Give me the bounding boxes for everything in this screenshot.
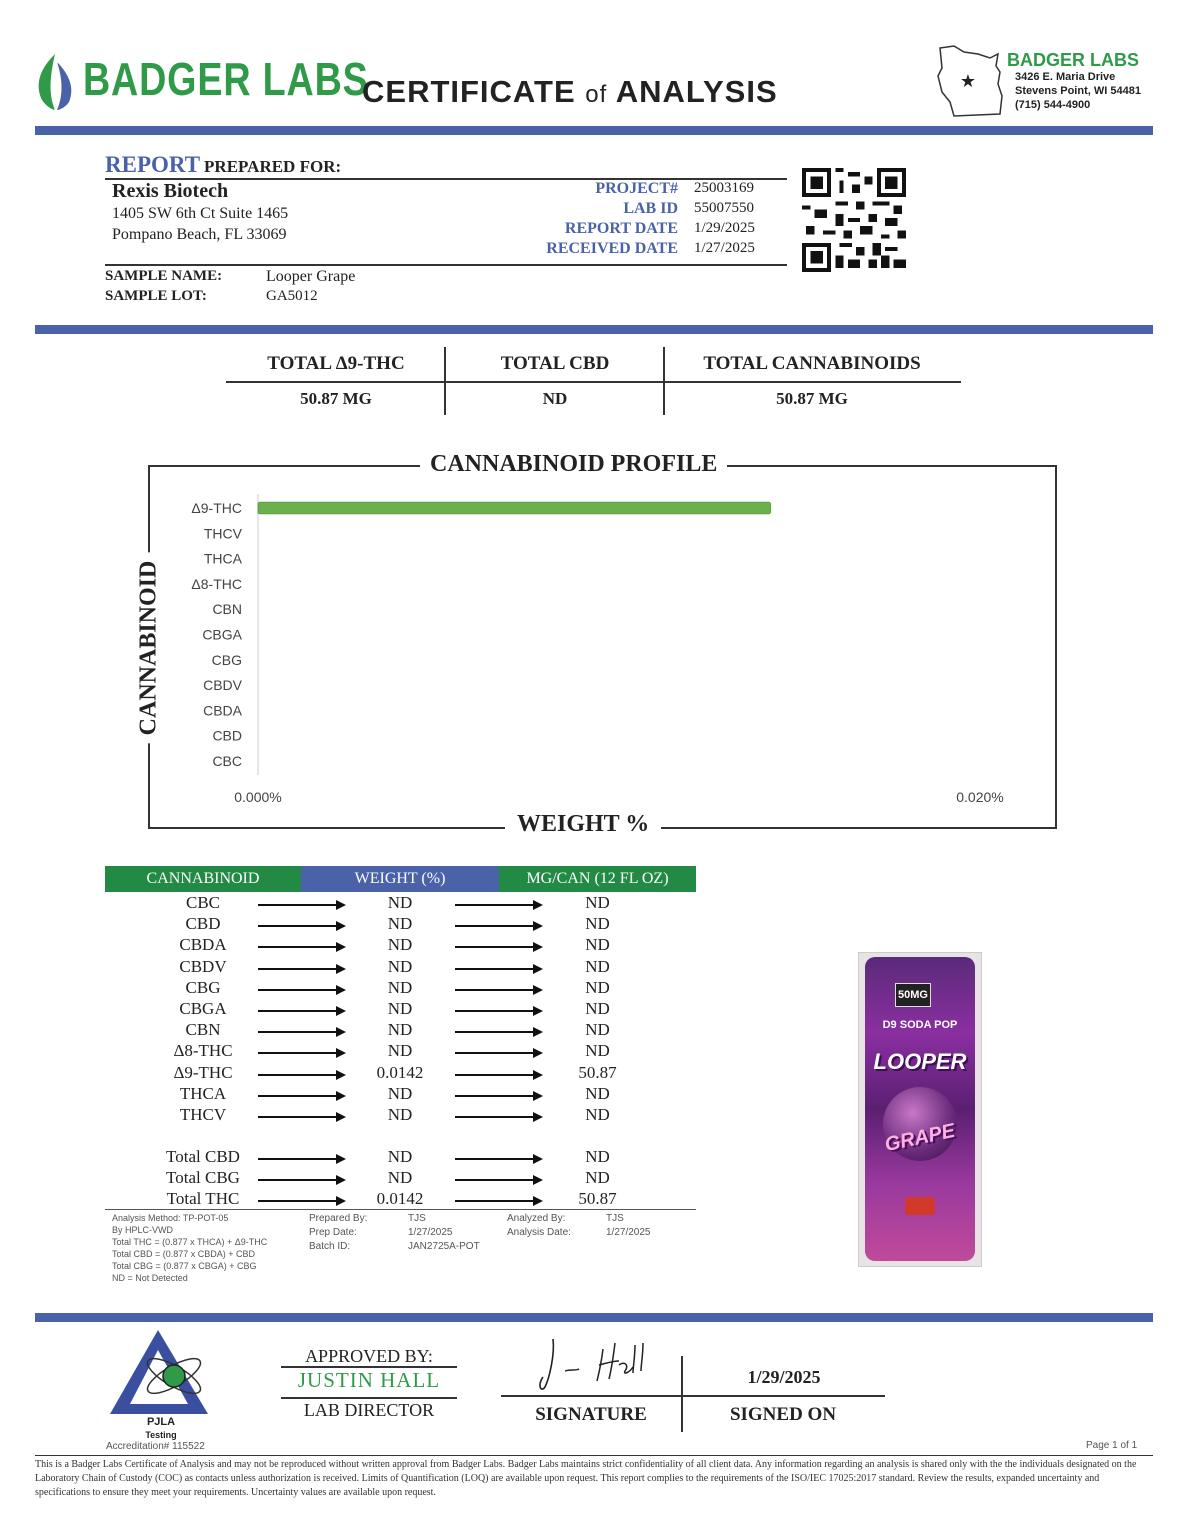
method-note-line: Total CBG = (0.877 x CBGA) + CBG: [112, 1261, 257, 1271]
company-phone: (715) 544-4900: [1015, 99, 1091, 111]
chart-category-label: CBDV: [203, 677, 242, 694]
row-cannabinoid: Total CBG: [166, 1168, 240, 1188]
summary-divider-2: [663, 347, 665, 415]
chart-category-label: CBGA: [202, 626, 242, 643]
report-word: REPORT: [105, 152, 201, 177]
sample-name-value: Looper Grape: [266, 268, 356, 285]
disclaimer-text: This is a Badger Labs Certificate of Analysis and may not be reproduced without written approval from Badger Labs. Badger Labs maintains strict confidentiality of all client data. Any information regarding an analysis is shared only with the the individuals designated on the Laboratory Chain of Custody (COC) as contacts unless authorization is received. Limits of Quantification (LOQ) are available upon request. This report complies to the requirements of the ISO/IEC 17025:2017 standard. Review the results, expanded uncertainty and specifications to ensure they meet your requirements. Uncertainty values are available upon request.: [35, 1459, 1137, 1498]
row-cannabinoid: CBDV: [179, 956, 227, 976]
summary-thc-value: 50.87 MG: [300, 389, 372, 408]
chart-category-label: THCV: [203, 525, 242, 542]
sample-lot-value: GA5012: [266, 288, 318, 304]
row-cannabinoid: Δ8-THC: [173, 1041, 233, 1061]
analysis-method-notes: [112, 1212, 267, 1284]
sample-lot-label: SAMPLE LOT:: [105, 288, 207, 304]
chart-category-label: CBN: [212, 601, 242, 618]
arrow-icon: [258, 989, 344, 991]
signature-rule: [501, 1395, 885, 1397]
can-flavor: GRAPE: [882, 1119, 957, 1157]
method-note-line: Total THC = (0.877 x THCA) + Δ9-THC: [112, 1237, 268, 1247]
arrow-icon: [258, 904, 344, 906]
arrow-icon: [455, 968, 541, 970]
row-mg: ND: [585, 999, 610, 1018]
company-address2: Stevens Point, WI 54481: [1015, 85, 1141, 97]
analysis-date-label: Analysis Date:: [507, 1227, 571, 1238]
arrow-icon: [455, 1200, 541, 1202]
summary-total-value: 50.87 MG: [776, 389, 848, 408]
table-header-weight: WEIGHT (%): [301, 866, 499, 892]
header-divider: [35, 126, 1153, 135]
page-number: Page 1 of 1: [1086, 1440, 1138, 1451]
chart-bar: [258, 502, 771, 514]
arrow-icon: [258, 1074, 344, 1076]
arrow-icon: [455, 1052, 541, 1054]
row-mg: ND: [585, 1041, 610, 1061]
client-address1: 1405 SW 6th Ct Suite 1465: [112, 205, 289, 222]
labid-value: 55007550: [694, 200, 754, 216]
table-header-cannabinoid: CANNABINOID: [105, 866, 301, 892]
signed-on-label: SIGNED ON: [729, 1404, 837, 1425]
row-mg: ND: [585, 1083, 610, 1103]
footer-divider: [35, 1313, 1153, 1322]
arrow-icon: [258, 1031, 344, 1033]
summary-rule: [226, 381, 961, 383]
received-date-value: 1/27/2025: [694, 240, 755, 256]
analysis-date-value: 1/27/2025: [606, 1227, 651, 1238]
can-brand: LOOPER: [873, 1049, 967, 1074]
batch-value: JAN2725A-POT: [408, 1241, 480, 1252]
arrow-icon: [455, 1116, 541, 1118]
arrow-icon: [455, 1179, 541, 1181]
chart-category-label: CBD: [212, 727, 242, 744]
row-weight: ND: [387, 956, 413, 976]
row-cannabinoid: THCV: [179, 1105, 227, 1124]
report-rule-bottom: [105, 264, 787, 266]
row-cannabinoid: Total CBD: [166, 1147, 240, 1166]
row-weight: 0.0142: [376, 1189, 424, 1209]
summary-total-label: TOTAL CANNABINOIDS: [703, 353, 921, 374]
summary-divider-1: [444, 347, 446, 415]
row-cannabinoid: CBC: [185, 893, 221, 912]
row-cannabinoid: Total THC: [166, 1189, 240, 1209]
project-value: 25003169: [694, 180, 754, 196]
chart-ylabel: CANNABINOID: [136, 553, 163, 744]
wisconsin-map-icon: [934, 40, 1010, 120]
row-weight: ND: [387, 914, 413, 934]
badger-logo: [33, 50, 369, 112]
page-title: [362, 74, 778, 110]
can-warning-icon: [905, 1197, 935, 1215]
prepared-by-value: TJS: [408, 1213, 426, 1224]
can-body: [865, 957, 975, 1261]
row-cannabinoid: CBG: [185, 977, 221, 997]
chart-tick-label: 0.000%: [234, 789, 282, 805]
signed-date: 1/29/2025: [747, 1367, 821, 1387]
title-certificate: CERTIFICATE: [362, 74, 576, 109]
chart-category-label: Δ8-THC: [191, 575, 242, 592]
row-mg: ND: [585, 1105, 610, 1124]
arrow-icon: [258, 1095, 344, 1097]
row-weight: ND: [387, 1083, 413, 1103]
row-cannabinoid: CBD: [185, 914, 221, 934]
row-cannabinoid: CBN: [185, 1020, 221, 1040]
handwritten-signature: [535, 1335, 665, 1395]
arrow-icon: [455, 1010, 541, 1012]
summary-cbd-value: ND: [542, 389, 568, 408]
product-photo: [858, 952, 982, 1267]
project-label: PROJECT#: [595, 180, 678, 197]
client-name: Rexis Biotech: [112, 180, 229, 202]
arrow-icon: [258, 1200, 344, 1202]
chart-title: CANNABINOID PROFILE: [420, 451, 727, 478]
leaf-icon: [33, 52, 77, 112]
row-weight: ND: [387, 935, 413, 955]
chart-xlabel: WEIGHT %: [505, 811, 661, 838]
arrow-icon: [455, 1095, 541, 1097]
batch-label: Batch ID:: [309, 1241, 351, 1252]
row-weight: ND: [387, 1105, 413, 1124]
cannabinoid-bar-chart: [160, 480, 1040, 820]
row-mg: ND: [585, 893, 610, 912]
summary-cbd-label: TOTAL CBD: [500, 353, 610, 374]
report-date-value: 1/29/2025: [694, 220, 755, 236]
chart-category-label: Δ9-THC: [191, 500, 242, 516]
row-cannabinoid: CBDA: [179, 935, 227, 955]
prepared-for: PREPARED FOR:: [204, 157, 342, 176]
chart-category-label: CBC: [212, 753, 242, 769]
arrow-icon: [455, 989, 541, 991]
row-weight: ND: [387, 1041, 413, 1061]
row-mg: 50.87: [578, 1189, 617, 1209]
row-cannabinoid: CBGA: [179, 999, 227, 1018]
signature-divider: [681, 1356, 683, 1432]
row-mg: 50.87: [578, 1062, 617, 1082]
signature-label: SIGNATURE: [535, 1404, 647, 1425]
row-weight: ND: [387, 1020, 413, 1040]
arrow-icon: [455, 946, 541, 948]
row-mg: ND: [585, 977, 610, 997]
report-heading: [105, 152, 341, 178]
row-mg: ND: [585, 1147, 610, 1166]
method-note-line: ND = Not Detected: [112, 1273, 188, 1283]
table-bottom-rule: [105, 1209, 696, 1210]
pjla-text: PJLA: [146, 1416, 176, 1428]
accreditation-number: Accreditation# 115522: [106, 1441, 205, 1452]
row-weight: 0.0142: [376, 1062, 424, 1082]
row-weight: ND: [387, 977, 413, 997]
row-mg: ND: [585, 914, 610, 934]
method-note-line: Total CBD = (0.877 x CBDA) + CBD: [112, 1249, 256, 1259]
svg-text:★: ★: [959, 71, 977, 92]
row-cannabinoid: Δ9-THC: [173, 1062, 233, 1082]
report-date-label: REPORT DATE: [564, 220, 678, 237]
director-name: JUSTIN HALL: [297, 1368, 441, 1392]
chart-category-label: CBG: [211, 651, 242, 668]
arrow-icon: [455, 925, 541, 927]
arrow-icon: [455, 904, 541, 906]
arrow-icon: [258, 1052, 344, 1054]
summary-thc-label: TOTAL Δ9-THC: [267, 353, 405, 374]
chart-tick-label: 0.020%: [956, 789, 1004, 805]
received-date-label: RECEIVED DATE: [546, 240, 678, 257]
title-of: of: [585, 81, 608, 108]
arrow-icon: [455, 1074, 541, 1076]
arrow-icon: [258, 1179, 344, 1181]
chart-category-label: THCA: [203, 550, 242, 567]
row-mg: ND: [585, 935, 610, 955]
disclaimer-rule: [35, 1455, 1153, 1456]
pjla-logo-icon: [108, 1328, 218, 1418]
row-weight: ND: [387, 1168, 413, 1188]
pjla-testing: Testing: [145, 1430, 177, 1440]
row-mg: ND: [585, 1020, 610, 1040]
arrow-icon: [258, 1010, 344, 1012]
prepared-by-label: Prepared By:: [309, 1213, 368, 1224]
arrow-icon: [258, 1158, 344, 1160]
row-cannabinoid: THCA: [179, 1083, 227, 1103]
row-weight: ND: [387, 1147, 413, 1166]
table-header-mg: MG/CAN (12 FL OZ): [499, 866, 696, 892]
prep-date-value: 1/27/2025: [408, 1227, 453, 1238]
sample-name-label: SAMPLE NAME:: [105, 268, 223, 284]
analyzed-by-label: Analyzed By:: [507, 1213, 566, 1224]
director-title: LAB DIRECTOR: [303, 1400, 435, 1420]
row-mg: ND: [585, 1168, 610, 1188]
prep-date-label: Prep Date:: [309, 1227, 357, 1238]
can-subtitle: D9 SODA POP: [882, 1019, 958, 1031]
company-address1: 3426 E. Maria Drive: [1015, 71, 1116, 83]
logo-text: BADGER LABS: [83, 53, 369, 105]
arrow-icon: [258, 946, 344, 948]
can-mg: 50MG: [895, 983, 931, 1007]
title-analysis: ANALYSIS: [615, 74, 778, 109]
analyzed-by-value: TJS: [606, 1213, 624, 1224]
arrow-icon: [258, 968, 344, 970]
method-note-line: Analysis Method: TP-POT-05: [112, 1213, 229, 1223]
row-mg: ND: [585, 956, 610, 976]
row-weight: ND: [387, 893, 413, 912]
approved-by-label: APPROVED BY:: [305, 1346, 433, 1366]
row-weight: ND: [387, 999, 413, 1018]
method-note-line: By HPLC-VWD: [112, 1225, 174, 1235]
arrow-icon: [455, 1031, 541, 1033]
arrow-icon: [455, 1158, 541, 1160]
report-divider: [35, 325, 1153, 334]
labid-label: LAB ID: [623, 200, 678, 217]
chart-category-label: CBDA: [203, 702, 242, 719]
client-address2: Pompano Beach, FL 33069: [112, 226, 287, 243]
arrow-icon: [258, 925, 344, 927]
arrow-icon: [258, 1116, 344, 1118]
approved-rule-2: [281, 1397, 457, 1399]
qr-code-icon: [802, 168, 906, 272]
company-name: BADGER LABS: [1007, 50, 1140, 70]
